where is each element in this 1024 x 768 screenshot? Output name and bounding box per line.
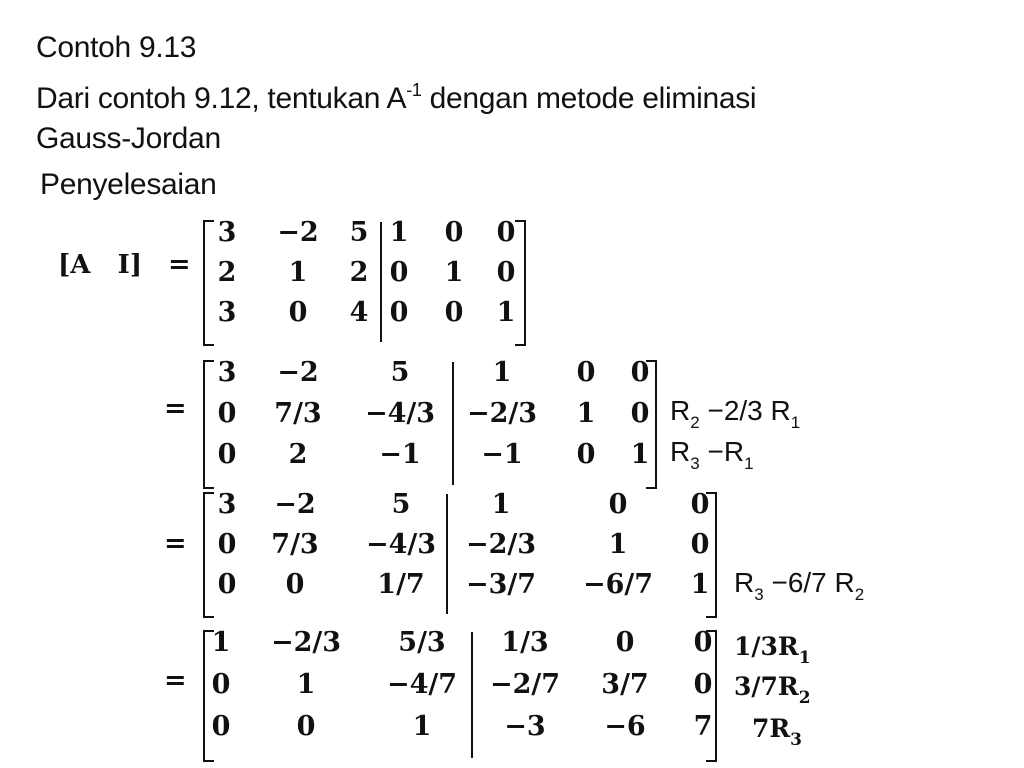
matrix-cell: −2 xyxy=(277,217,319,248)
matrix-cell: 3 xyxy=(217,297,237,328)
matrix-cell: 0 xyxy=(217,529,237,560)
matrix-cell: 0 xyxy=(690,529,710,560)
matrix-cell: 7/3 xyxy=(274,398,322,429)
matrix-cell: 0 xyxy=(693,669,713,700)
example-title: Contoh 9.13 xyxy=(36,31,197,64)
matrix-cell: 1 xyxy=(444,257,464,288)
matrix-cell: −3 xyxy=(504,711,546,742)
matrix-left-bracket xyxy=(203,360,214,489)
matrix-cell: 0 xyxy=(211,711,231,742)
matrix-cell: 0 xyxy=(285,569,305,600)
matrix-cell: 0 xyxy=(496,217,516,248)
matrix-cell: −2/3 xyxy=(465,529,537,560)
matrix-cell: 0 xyxy=(693,627,713,658)
matrix-cell: −4/7 xyxy=(386,669,458,700)
equals-sign-3: = xyxy=(164,528,187,559)
matrix-cell: 2 xyxy=(217,257,237,288)
row-operation-r2-minus-two-thirds-r1: $R_2 -2/3$ $R_1$ xyxy=(670,395,801,432)
matrix-cell: 1 xyxy=(608,529,628,560)
matrix-cell: −2/3 xyxy=(270,627,342,658)
matrix-cell: −3/7 xyxy=(465,569,537,600)
problem-text-before: Dari contoh 9.12, tentukan A xyxy=(36,82,407,115)
matrix-cell: 5 xyxy=(390,357,410,388)
equals-sign-4: = xyxy=(164,665,187,696)
matrix-cell: 0 xyxy=(444,217,464,248)
matrix-cell: 0 xyxy=(630,398,650,429)
matrix-cell: 0 xyxy=(296,711,316,742)
matrix-cell: 1 xyxy=(576,398,596,429)
matrix-cell: 1/7 xyxy=(377,569,425,600)
augment-divider xyxy=(452,362,454,485)
matrix-cell: 0 xyxy=(389,257,409,288)
matrix-cell: 1 xyxy=(296,669,316,700)
matrix-left-bracket xyxy=(203,492,214,618)
matrix-cell: −1 xyxy=(379,439,421,470)
augmented-matrix-label: [A I] xyxy=(58,250,143,280)
matrix-cell: 0 xyxy=(288,297,308,328)
matrix-cell: 1 xyxy=(412,711,432,742)
matrix-cell: 0 xyxy=(608,489,628,520)
matrix-cell: 3/7 xyxy=(601,669,649,700)
matrix-right-bracket xyxy=(515,220,526,346)
matrix-cell: −6 xyxy=(604,711,646,742)
row-operation-r3-minus-six-sevenths-r2: $R_3 -6/7$ $R_2$ xyxy=(734,567,865,604)
matrix-cell: −2 xyxy=(274,489,316,520)
matrix-cell: 0 xyxy=(217,398,237,429)
matrix-cell: 2 xyxy=(288,439,308,470)
row-operation-one-third-r1: $1/3R_1$ xyxy=(734,632,811,668)
matrix-cell: 2 xyxy=(349,257,369,288)
augmented-matrix-step3 xyxy=(203,488,718,622)
problem-statement-line2: Gauss-Jordan xyxy=(36,122,221,155)
row-operation-seven-r3: $7R_3$ xyxy=(752,714,803,750)
matrix-cell: −4/3 xyxy=(365,529,437,560)
matrix-cell: 1 xyxy=(496,297,516,328)
matrix-cell: −2/7 xyxy=(489,669,561,700)
matrix-cell: 1 xyxy=(491,489,511,520)
matrix-cell: −2 xyxy=(277,357,319,388)
matrix-cell: 7/3 xyxy=(271,529,319,560)
matrix-cell: 3 xyxy=(217,357,237,388)
matrix-left-bracket xyxy=(203,220,214,346)
problem-statement xyxy=(36,82,756,116)
matrix-cell: 0 xyxy=(217,569,237,600)
matrix-cell: 0 xyxy=(389,297,409,328)
matrix-cell: 1 xyxy=(492,357,512,388)
matrix-cell: −6/7 xyxy=(582,569,654,600)
matrix-cell: 0 xyxy=(630,357,650,388)
matrix-cell: 5 xyxy=(349,217,369,248)
matrix-cell: 0 xyxy=(576,439,596,470)
matrix-cell: 7 xyxy=(693,711,713,742)
problem-text-after: dengan metode eliminasi xyxy=(421,82,757,115)
matrix-cell: 1 xyxy=(690,569,710,600)
matrix-cell: 1 xyxy=(630,439,650,470)
equals-sign-2: = xyxy=(164,393,187,424)
matrix-cell: −4/3 xyxy=(364,398,436,429)
augmented-matrix-step4 xyxy=(203,626,718,766)
matrix-cell: −1 xyxy=(481,439,523,470)
row-operation-r3-minus-r1: $R_3 -R_1$ xyxy=(670,436,754,473)
matrix-cell: 1 xyxy=(211,627,231,658)
matrix-cell: 0 xyxy=(690,489,710,520)
matrix-cell: 5/3 xyxy=(398,627,446,658)
matrix-cell: 0 xyxy=(444,297,464,328)
augment-divider xyxy=(446,494,448,614)
matrix-cell: 0 xyxy=(496,257,516,288)
inverse-exponent: -1 xyxy=(406,80,422,100)
matrix-cell: 3 xyxy=(217,217,237,248)
matrix-cell: 5 xyxy=(391,489,411,520)
matrix-cell: 1 xyxy=(389,217,409,248)
augmented-matrix-step2 xyxy=(203,356,658,493)
matrix-cell: 0 xyxy=(217,439,237,470)
matrix-cell: 0 xyxy=(615,627,635,658)
matrix-cell: 0 xyxy=(576,357,596,388)
augment-divider xyxy=(380,222,382,342)
solution-label: Penyelesaian xyxy=(40,168,217,201)
augment-divider xyxy=(471,632,473,758)
matrix-cell: 3 xyxy=(217,489,237,520)
matrix-cell: −2/3 xyxy=(466,398,538,429)
matrix-cell: 1 xyxy=(288,257,308,288)
matrix-cell: 0 xyxy=(211,669,231,700)
matrix-cell: 1/3 xyxy=(501,627,549,658)
equals-sign-1: = xyxy=(168,249,191,280)
row-operation-three-sevenths-r2: $3/7R_2$ xyxy=(734,672,811,708)
augmented-matrix-step1 xyxy=(203,216,527,350)
matrix-cell: 4 xyxy=(349,297,369,328)
